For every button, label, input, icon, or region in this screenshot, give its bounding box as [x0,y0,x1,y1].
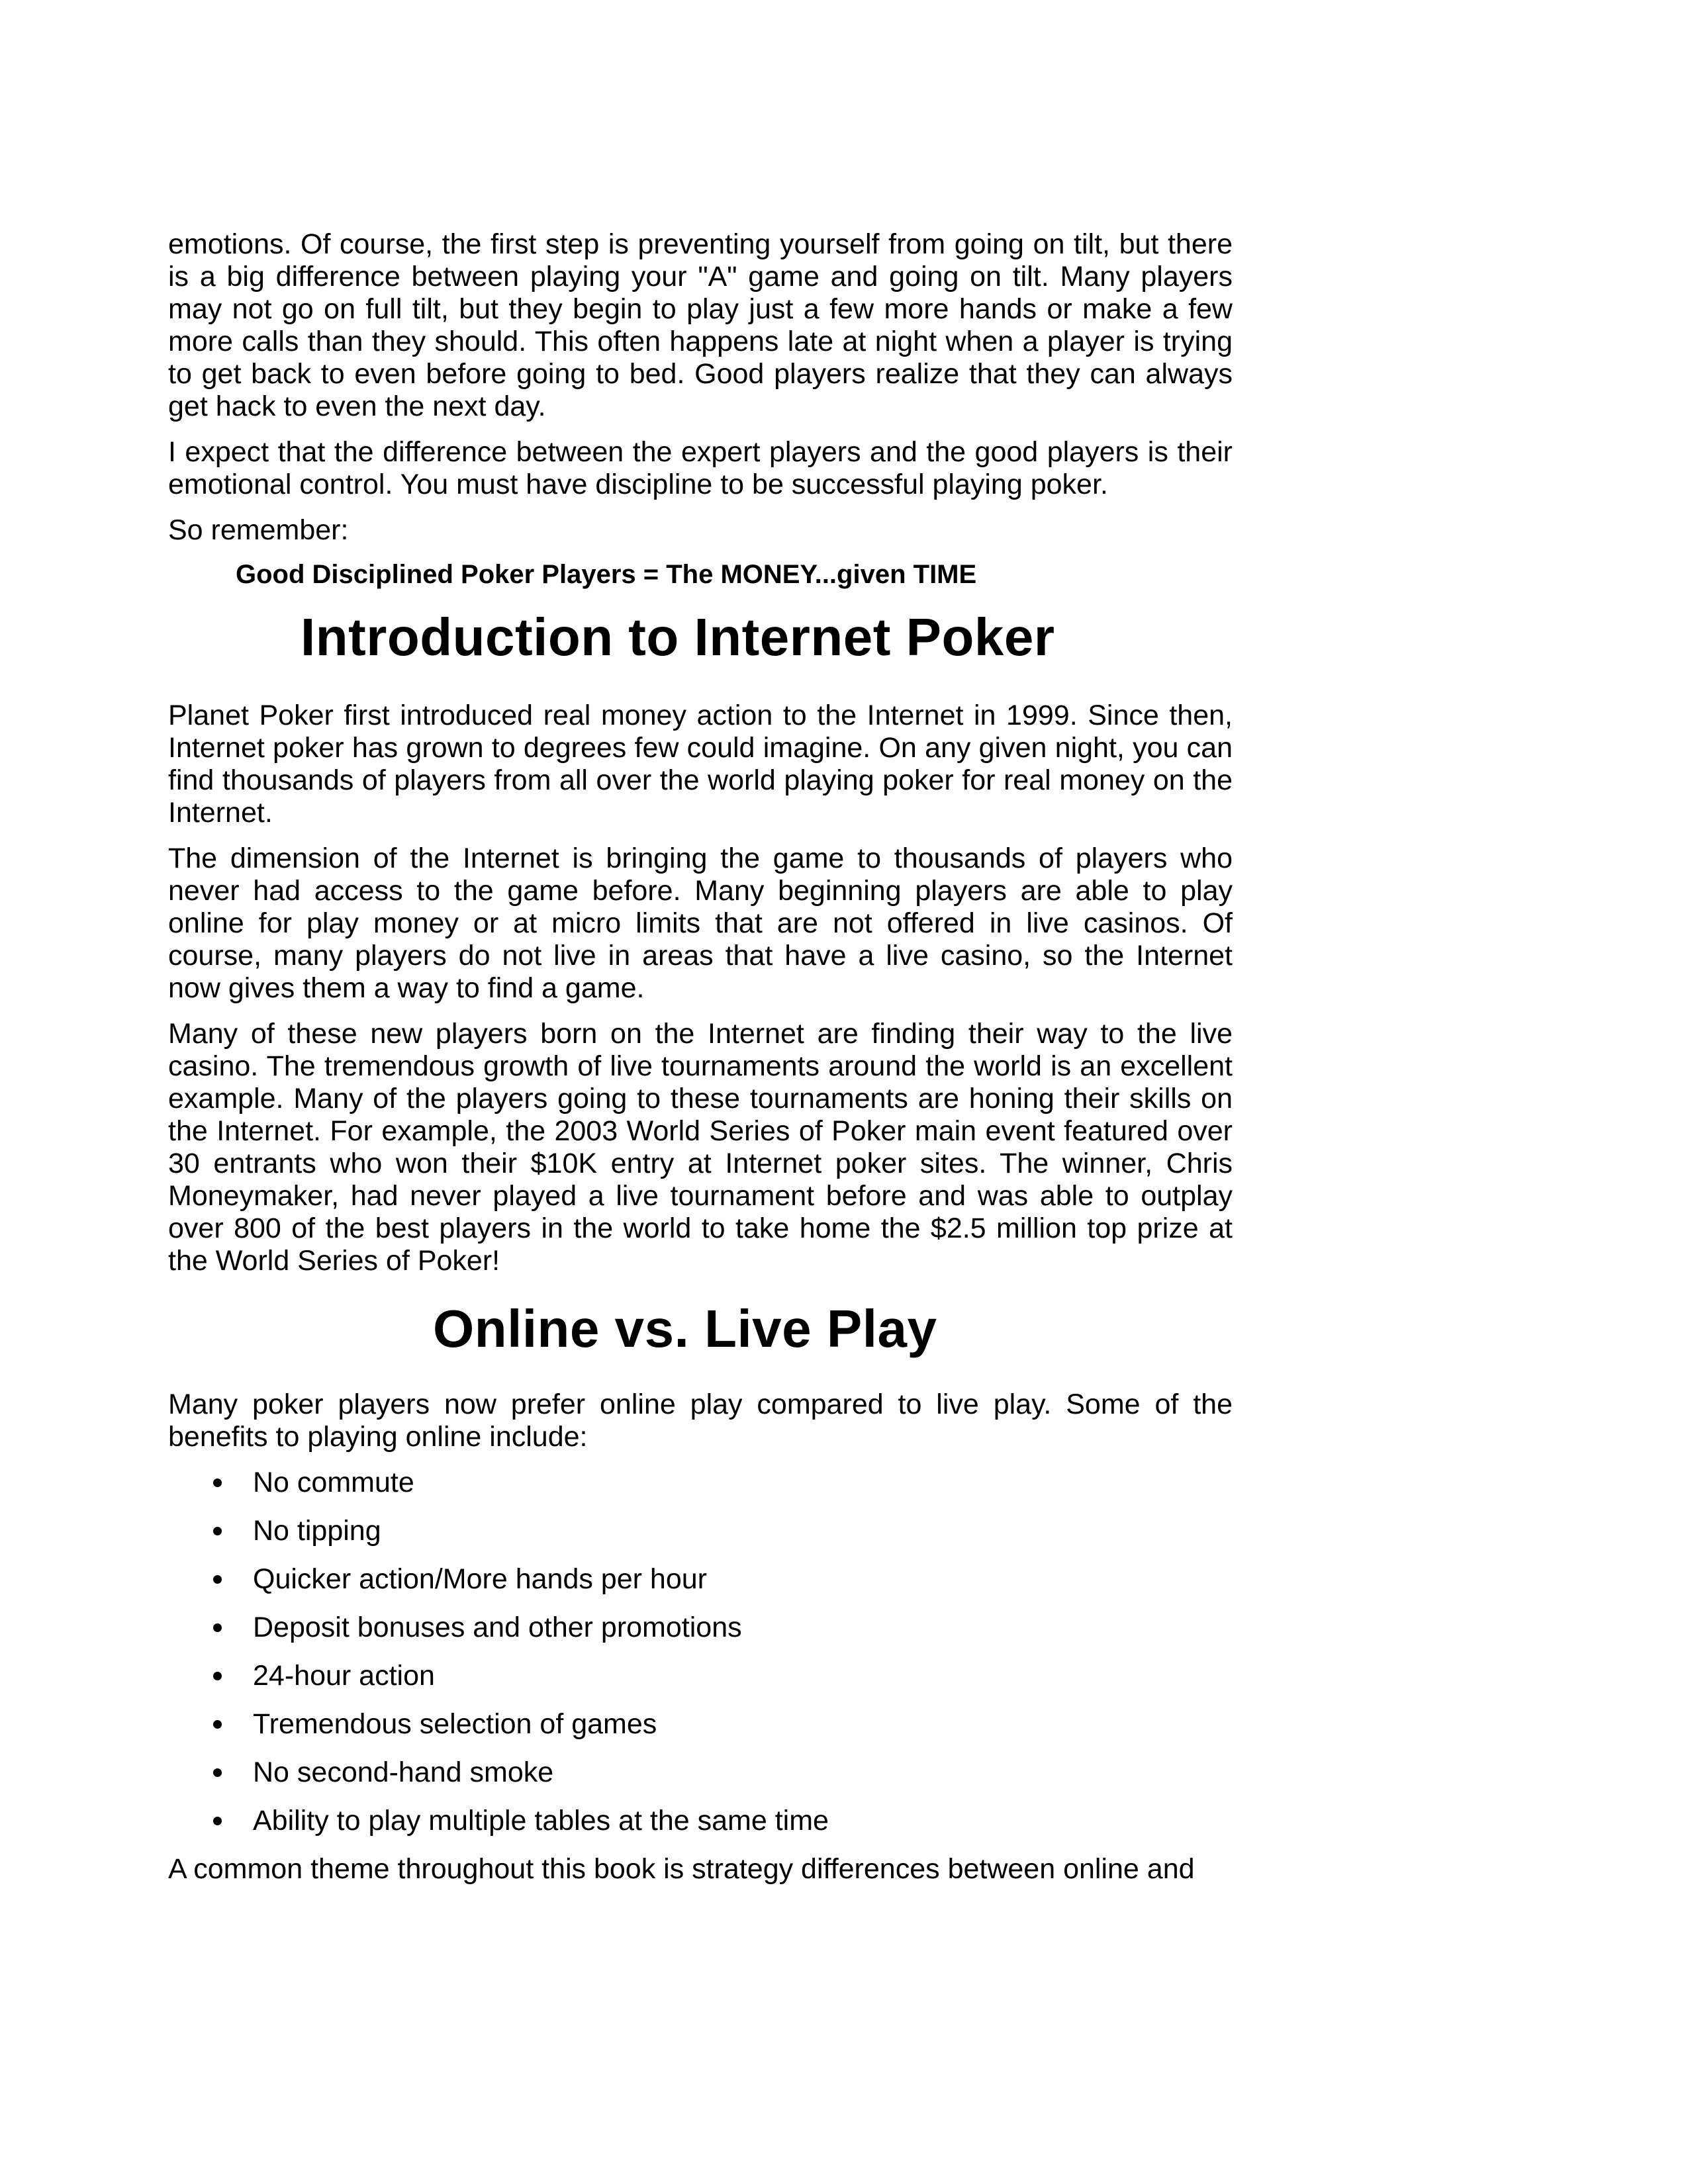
list-item-text: Quicker action/More hands per hour [253,1563,707,1595]
bullet-icon [213,1672,222,1680]
bullet-icon [213,1527,222,1535]
bullet-icon [213,1479,222,1487]
list-item [168,1660,1233,1692]
list-item [168,1805,1233,1837]
list-item [168,1756,1233,1789]
paragraph-so-remember: So remember: [168,514,349,546]
benefits-list [168,1467,1233,1837]
bullet-icon [213,1623,222,1632]
bullet-icon [213,1720,222,1729]
paragraph-internet-dimension: The dimension of the Internet is bringing the game to thousands of players who never had access to the game before. Many beginning players are able to play online for play money or at micro limits that are not offered in live casinos. Of course, many players do not live in areas that have a live casino, so the Internet now gives them a way to find a game. [168,842,1233,1004]
paragraph-tilt: emotions. Of course, the first step is preventing yourself from going on tilt, but there is a big difference between playing your "A" game and going on tilt. Many players may not go on full tilt, but they begin to play just a few more hands or make a few more calls than they should. This often happens late at night when a player is trying to get back to even before going to bed. Good players realize that they can always get hack to even the next day. [168,228,1233,422]
paragraph-live-casino: Many of these new players born on the Internet are finding their way to the live casino. The tremendous growth of live tournaments around the world is an excellent example. Many of the players going to these tournaments are honing their skills on the Internet. For example, the 2003 World Series of Poker main event featured over 30 entrants who won their $10K entry at Internet poker sites. The winner, Chris Moneymaker, had never played a live tournament before and was able to outplay over 800 of the best players in the world to take home the $2.5 million top prize at the World Series of Poker! [168,1018,1233,1277]
bullet-icon [213,1575,222,1584]
list-item-text: Ability to play multiple tables at the same time [253,1805,829,1837]
section-heading-internet-poker: Introduction to Internet Poker [301,608,1055,666]
paragraph-benefits-intro: Many poker players now prefer online play compared to live play. Some of the benefits to playing online include: [168,1388,1233,1453]
paragraph-emotional-control: I expect that the difference between the expert players and the good players is their emotional control. You must have discipline to be successful playing poker. [168,436,1233,500]
list-item-text: Tremendous selection of games [253,1708,657,1740]
list-item-text: 24-hour action [253,1660,435,1692]
list-item [168,1563,1233,1596]
list-item-text: No tipping [253,1515,381,1547]
list-item-text: Deposit bonuses and other promotions [253,1612,742,1643]
list-item [168,1708,1233,1741]
list-item-text: No commute [253,1467,414,1498]
paragraph-closing: A common theme throughout this book is strategy differences between online and [168,1853,1195,1885]
list-item [168,1612,1233,1644]
list-item [168,1515,1233,1547]
paragraph-planet-poker: Planet Poker first introduced real money action to the Internet in 1999. Since then, Internet poker has grown to degrees few could imagine. On any given night, you can find thousands of players from all over the world playing poker for real money on the Internet. [168,700,1233,829]
list-item [168,1467,1233,1499]
list-item-text: No second-hand smoke [253,1756,554,1788]
bullet-icon [213,1817,222,1825]
formula-line: Good Disciplined Poker Players = The MONEY...given TIME [236,560,977,589]
bullet-icon [213,1768,222,1777]
document-page [168,228,1233,1899]
section-heading-online-vs-live: Online vs. Live Play [433,1299,937,1358]
